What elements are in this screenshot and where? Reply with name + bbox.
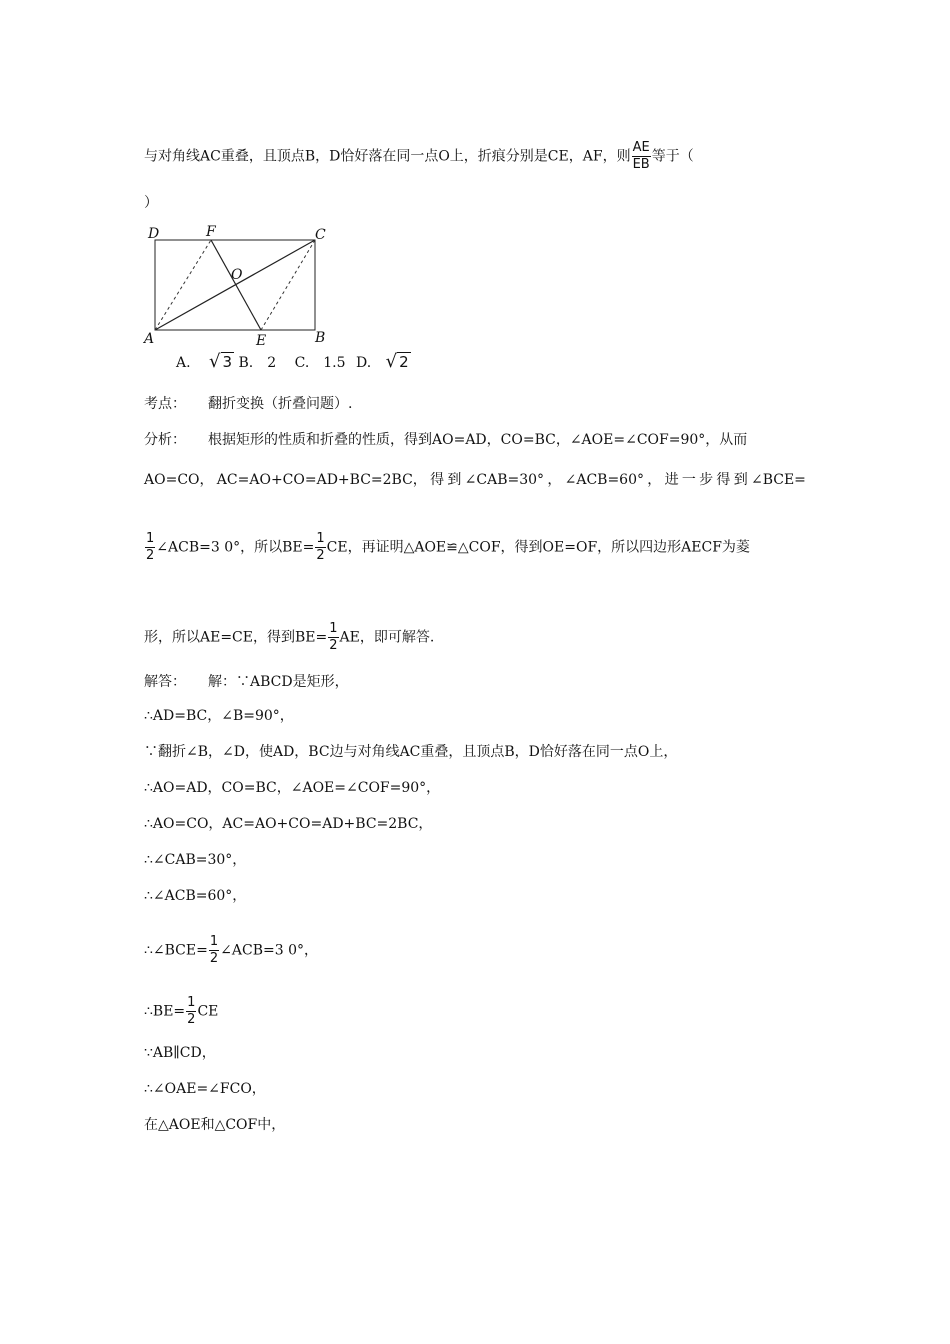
question-text: 与对角线AC重叠，且顶点B，D恰好落在同一点O上，折痕分别是CE，AF，则 [144,148,631,165]
label-o: O [231,267,243,283]
solution-step: ∵翻折∠B，∠D，使AD，BC边与对角线AC重叠，且顶点B，D恰好落在同一点O上， [144,744,678,760]
fenxi-line-3: $\frac{1}{2}$ ∠ACB=3 0°，所以BE= $\frac{1}{2}$ CE，再证明△AOE≌△COF，得到OE=OF，所以四边形AECF为菱 [146,531,750,563]
ratio-fraction: $\frac{AE}{EB}$ [632,140,650,172]
question-tail: 等于（ [651,148,694,165]
label-d: D [148,226,160,242]
option-c: C. 1.5 [294,355,346,371]
solution-step: ∴AO=CO，AC=AO+CO=AD+BC=2BC， [144,816,433,832]
label-f: F [206,224,216,240]
question-line-1 [144,140,694,173]
fenxi-label: 分析： [144,432,186,448]
solution-step-be: ∴BE= $\frac{1}{2}$ CE [144,995,219,1027]
half-fraction: $\frac{1}{2}$ [187,995,196,1027]
question-line-2: ） [144,195,158,211]
fenxi-line-4: 形，所以AE=CE，得到BE= $\frac{1}{2}$ AE，即可解答. [144,621,435,653]
label-c: C [315,227,326,243]
diagonal-ac [155,240,315,330]
solution-step: 在△AOE和△COF中， [144,1117,286,1133]
options-line [176,353,411,372]
half-fraction: $\frac{1}{2}$ [209,934,219,966]
option-d-label: D. [356,355,372,371]
label-b: B [315,330,326,346]
half-fraction: $\frac{1}{2}$ [316,531,325,563]
fenxi-line-1 [144,431,747,449]
half-fraction: $\frac{1}{2}$ [329,621,338,653]
option-d-radical: √ 2 [385,351,409,372]
option-a-label: A. [176,355,191,371]
solution-step-bce: ∴∠BCE= $\frac{1}{2}$ ∠ACB=3 0°， [144,934,318,966]
solution-step: ∴∠OAE=∠FCO， [144,1081,266,1097]
solution-step: ∵AB∥CD， [144,1045,216,1061]
label-e: E [256,333,267,348]
fenxi-line-2: AO=CO， AC=AO+CO=AD+BC=2BC， 得 到 ∠CAB=30° ， ∠ACB=60° ， 进 一 步 得 到 ∠BCE= [144,472,806,488]
dashed-ce [261,240,315,330]
kaodian-line [144,395,352,413]
solution-step: ∴AD=BC，∠B=90°， [144,708,294,724]
jieda-line [144,673,349,691]
crease-fe [211,240,261,330]
jieda-label: 解答： [144,674,186,690]
half-fraction: $\frac{1}{2}$ [146,531,155,563]
solution-step: ∴∠ACB=60°， [144,888,247,904]
label-a: A [144,331,155,347]
fenxi-text-1: 根据矩形的性质和折叠的性质，得到AO=AD，CO=BC，∠AOE=∠COF=90°，从而 [208,432,748,448]
option-a-radical: √ 3 [209,351,233,372]
jieda-intro: 解：∵ABCD是矩形， [208,674,349,690]
kaodian-text: 翻折变换（折叠问题）. [208,396,353,412]
solution-step: ∴∠CAB=30°， [144,852,247,868]
option-b: B. 2 [238,355,277,371]
dashed-af [155,240,211,330]
kaodian-label: 考点： [144,396,186,412]
rectangle-figure [140,222,340,348]
solution-step: ∴AO=AD，CO=BC，∠AOE=∠COF=90°， [144,780,441,796]
